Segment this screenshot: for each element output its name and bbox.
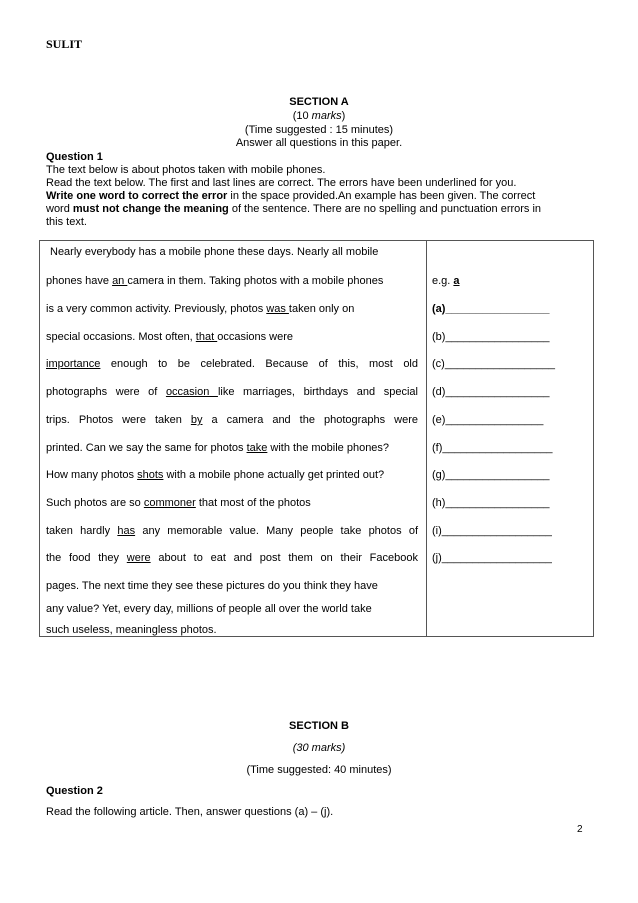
answer-blank-a[interactable]: (a)_________________ [432,303,550,315]
page-number: 2 [577,824,583,835]
header-sulit: SULIT [46,37,83,51]
section-a-marks: (10 marks) [292,110,346,122]
passage-line: the food they were about to eat and post them on their Facebook [46,552,418,564]
passage-line: Nearly everybody has a mobile phone these days. Nearly all mobile [50,246,379,258]
answer-blank-i[interactable]: (i)__________________ [432,525,552,537]
passage-line: special occasions. Most often, that occasions were [46,331,294,343]
section-a-instruction: Answer all questions in this paper. [235,137,403,149]
question-2-instruction: Read the following article. Then, answer questions (a) – (j). [46,806,334,818]
question-1-line5: this text. [46,216,87,228]
section-b-time: (Time suggested: 40 minutes) [246,764,392,776]
passage-line: printed. Can we say the same for photos take with the mobile phones? [46,442,390,454]
question-1-line1: The text below is about photos taken with mobile phones. [46,164,326,176]
answer-example: e.g. a [432,275,460,287]
passage-line: How many photos shots with a mobile phone actually get printed out? [46,469,385,481]
passage-table [39,240,594,637]
section-a-title: SECTION A [289,96,349,108]
question-1-line3: Write one word to correct the error in the space provided.An example has been given. The correct [46,190,536,202]
answer-blank-b[interactable]: (b)_________________ [432,331,550,343]
question-2-heading: Question 2 [46,785,103,797]
answer-blank-c[interactable]: (c)__________________ [432,358,555,370]
answer-blank-f[interactable]: (f)__________________ [432,442,553,454]
passage-line: importance enough to be celebrated. Because of this, most old [46,358,418,370]
passage-line: is a very common activity. Previously, photos was taken only on [46,303,355,315]
section-a-time: (Time suggested : 15 minutes) [244,124,394,136]
passage-line: such useless, meaningless photos. [46,624,217,636]
section-b-marks: (30 marks) [292,742,346,754]
passage-line: photographs were of occasion like marriages, birthdays and special [46,386,418,398]
passage-line: pages. The next time they see these pictures do you think they have [46,580,378,592]
answer-blank-j[interactable]: (j)__________________ [432,552,552,564]
answer-blank-h[interactable]: (h)_________________ [432,497,550,509]
answer-blank-g[interactable]: (g)_________________ [432,469,550,481]
answer-blank-d[interactable]: (d)_________________ [432,386,550,398]
section-b-title: SECTION B [289,720,349,732]
table-divider [426,241,427,636]
passage-line: any value? Yet, every day, millions of people all over the world take [46,603,372,615]
answer-blank-e[interactable]: (e)________________ [432,414,544,426]
passage-line: phones have an camera in them. Taking photos with a mobile phones [46,275,384,287]
question-1-line4: word must not change the meaning of the sentence. There are no spelling and punctuation errors in [46,203,542,215]
passage-line: trips. Photos were taken by a camera and the photographs were [46,414,418,426]
question-1-heading: Question 1 [46,151,103,163]
question-1-line2: Read the text below. The first and last lines are correct. The errors have been underlined for you. [46,177,517,189]
passage-line: taken hardly has any memorable value. Many people take photos of [46,525,419,537]
passage-line: Such photos are so commoner that most of the photos [46,497,311,509]
